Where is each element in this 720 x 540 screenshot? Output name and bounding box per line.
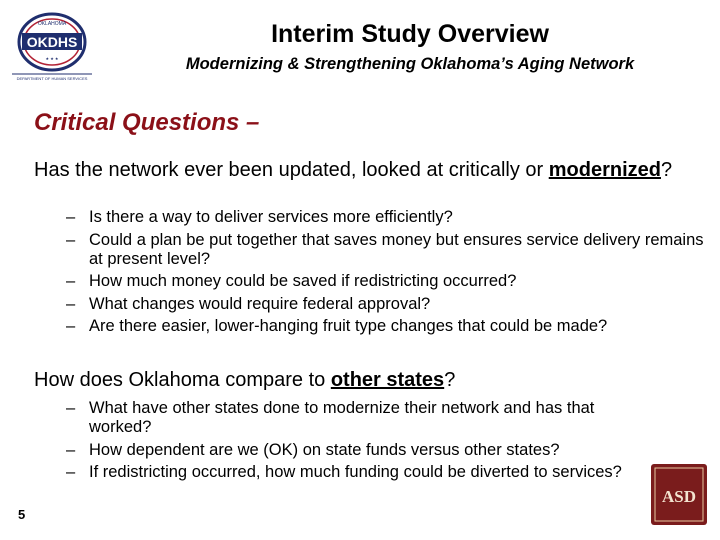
subpoint-text: Are there easier, lower-hanging fruit type changes that could be made?: [89, 317, 608, 335]
question-1-emphasis: modernized: [548, 159, 661, 181]
dash-bullet: –: [66, 230, 76, 249]
okdhs-logo: [6, 8, 98, 84]
question-2-subpoints: [66, 399, 646, 486]
dash-bullet: –: [66, 208, 76, 226]
page-number: 5: [18, 507, 26, 522]
question-1-end: ?: [660, 159, 673, 181]
logo-right-text: ASD: [661, 487, 697, 506]
subpoint-text: What changes would require federal approval?: [89, 294, 431, 313]
subpoint: [66, 317, 716, 336]
subpoint: [66, 231, 716, 269]
subpoint-text: How dependent are we (OK) on state funds versus other states?: [89, 440, 560, 459]
question-2-text: How does Oklahoma compare to: [34, 369, 331, 391]
page-subtitle: Modernizing & Strengthening Oklahoma’s Aging Network: [185, 55, 635, 73]
subpoint: [66, 399, 646, 437]
question-2-end: ?: [444, 369, 456, 391]
question-1-subpoints: [66, 208, 716, 340]
dash-bullet: –: [66, 440, 76, 459]
subpoint-text: What have other states done to modernize their network and has that worked?: [89, 399, 595, 436]
question-2: [34, 368, 718, 392]
subpoint-text: If redistricting occurred, how much funding could be diverted to services?: [89, 463, 622, 481]
dash-bullet: –: [66, 317, 76, 335]
svg-text:★ ★ ★: ★ ★ ★: [45, 56, 59, 61]
section-heading: Critical Questions –: [34, 109, 260, 136]
asd-logo: [649, 462, 709, 527]
subpoint: [66, 463, 646, 482]
subpoint: [66, 441, 646, 460]
dash-bullet: –: [66, 463, 76, 481]
question-1-text: Has the network ever been updated, looked at critically or: [34, 159, 549, 181]
subpoint: [66, 208, 716, 227]
subpoint: [66, 295, 716, 314]
logo-top-text: OKLAHOMA: [37, 21, 67, 27]
dash-bullet: –: [66, 294, 76, 313]
question-1: [34, 158, 718, 182]
dash-bullet: –: [66, 272, 76, 290]
logo-bottom-text: DEPARTMENT OF HUMAN SERVICES: [16, 76, 88, 81]
question-2-emphasis: other states: [330, 369, 445, 391]
subpoint: [66, 272, 716, 291]
dash-bullet: –: [66, 399, 76, 417]
page-title: Interim Study Overview: [271, 20, 549, 48]
logo-main-text: OKDHS: [26, 34, 78, 50]
subpoint-text: Could a plan be put together that saves money but ensures service delivery remains at present level?: [89, 230, 704, 268]
subpoint-text: Is there a way to deliver services more efficiently?: [89, 208, 453, 226]
subpoint-text: How much money could be saved if redistricting occurred?: [89, 272, 517, 290]
